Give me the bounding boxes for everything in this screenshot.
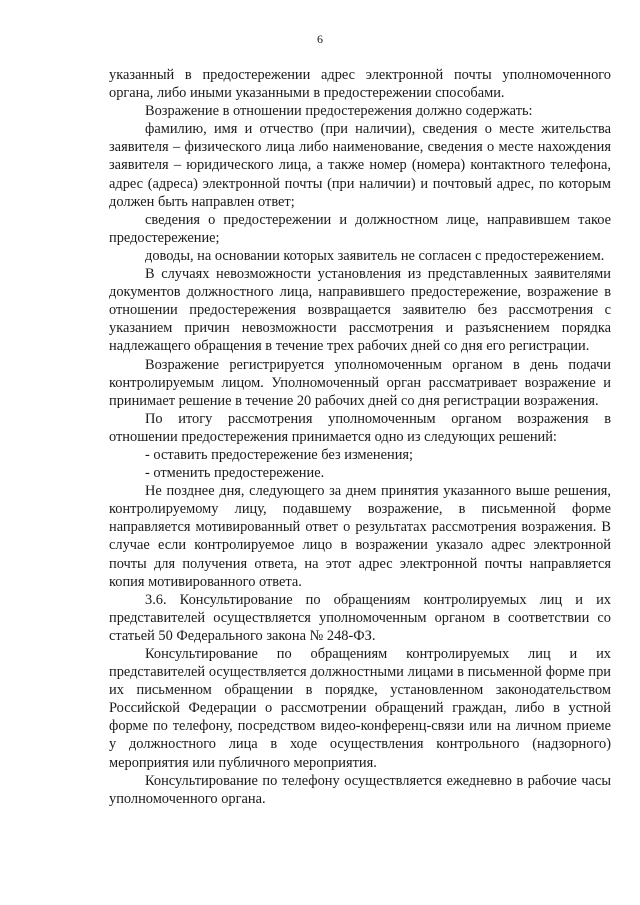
paragraph: Консультирование по телефону осуществляется ежедневно в рабочие часы уполномоченного органа. [109,772,611,807]
document-body [109,66,611,808]
paragraph: сведения о предостережении и должностном лице, направившем такое предостережение; [109,211,611,246]
paragraph: Возражение в отношении предостережения должно содержать: [145,103,533,120]
paragraph: 3.6. Консультирование по обращениям контролируемых лиц и их представителей осуществляется уполномоченным органом в соответствии со статьей 50 Федерального закона № 248-ФЗ. [109,591,611,644]
paragraph: фамилию, имя и отчество (при наличии), сведения о месте жительства заявителя – физического лица либо наименование, сведения о месте нахождения заявителя – юридического лица, а также номер (номера) контактного телефона, адрес (адреса) электронной почты (при наличии) и почтовый адрес, по которым должен быть направлен ответ; [109,121,611,210]
paragraph: Консультирование по обращениям контролируемых лиц и их представителей осуществляется должностными лицами в письменной форме при их письменном обращении в порядке, установленном законодательством Российской Федерации о рассмотрении обращений граждан, либо в устной форме по телефону, посредством видео-конференц-связи или на личном приеме у должностного лица в ходе осуществления контрольного (надзорного) мероприятия или публичного мероприятия. [109,646,611,771]
paragraph: По итогу рассмотрения уполномоченным органом возражения в отношении предостережения принимается одно из следующих решений: [109,410,611,445]
paragraph: Не позднее дня, следующего за днем принятия указанного выше решения, контролируемому лицу, подавшему возражение, в письменной форме направляется мотивированный ответ о результатах рассмотрения возражения. В случае если контролируемое лицо в возражении указало адрес электронной почты для получения ответа, на этот адрес электронной почты направляется копия мотивированного ответа. [109,483,611,590]
paragraph: Возражение регистрируется уполномоченным органом в день подачи контролируемым лицом. Уполномоченный орган рассматривает возражение и принимает решение в течение 20 рабочих дней со дня регистрации возражения. [109,356,611,409]
list-item: - оставить предостережение без изменения; [145,446,414,463]
page-number: 6 [317,32,323,46]
paragraph: указанный в предостережении адрес электронной почты уполномоченного органа, либо иными указанными в предостережении способами. [109,67,611,102]
paragraph: В случаях невозможности установления из представленных заявителями документов должностного лица, направившего предостережение, возражение в отношении предостережения возвращается заявителю без рассмотрения с указанием причин невозможности рассмотрения и разъяснением порядка надлежащего обращения в течение трех рабочих дней со дня его регистрации. [109,266,611,355]
list-item: - отменить предостережение. [145,465,325,482]
paragraph: доводы, на основании которых заявитель не согласен с предостережением. [145,247,605,264]
